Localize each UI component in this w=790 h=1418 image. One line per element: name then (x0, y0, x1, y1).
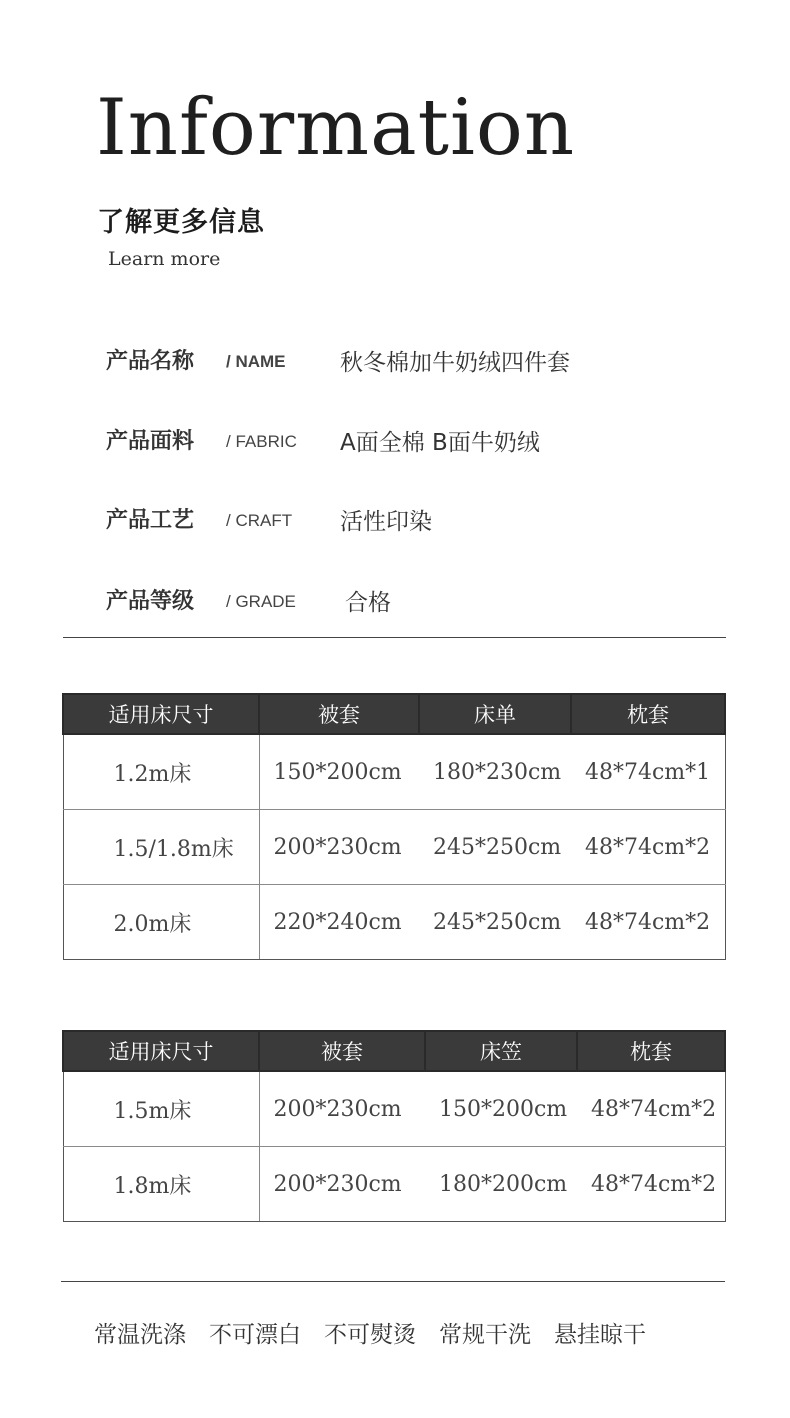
table-cell: 220*240cm (259, 885, 419, 960)
table-header-cell: 枕套 (571, 694, 725, 734)
info-label-en: / FABRIC (226, 432, 297, 451)
table-cell: 48*74cm*1 (571, 734, 725, 810)
page-title: Information (96, 83, 576, 173)
table-cell: 200*230cm (259, 810, 419, 885)
table-cell: 245*250cm (419, 885, 571, 960)
care-instructions (94, 1316, 669, 1349)
table-cell: 1.8m床 (63, 1147, 259, 1222)
info-label: 产品面料 (106, 429, 195, 454)
table-cell: 200*230cm (259, 1071, 425, 1147)
table-cell: 200*230cm (259, 1147, 425, 1222)
section-title: 了解更多信息 (97, 207, 265, 238)
info-value: 活性印染 (340, 509, 432, 535)
size-table-sheet (62, 693, 726, 960)
info-row-craft (0, 499, 790, 539)
info-label: 产品名称 (106, 349, 195, 374)
divider (63, 637, 726, 638)
table-header-cell: 适用床尺寸 (63, 694, 259, 734)
care-item: 不可熨烫 (324, 1322, 416, 1348)
info-label-en: / NAME (226, 352, 286, 371)
info-value: 合格 (345, 590, 391, 616)
table-row (63, 1071, 725, 1147)
table-cell: 180*200cm (425, 1147, 577, 1222)
table-cell: 48*74cm*2 (571, 810, 725, 885)
care-item: 常规干洗 (439, 1322, 531, 1348)
table-row (63, 810, 725, 885)
table-row (63, 885, 725, 960)
info-value: 秋冬棉加牛奶绒四件套 (340, 350, 570, 376)
care-item: 常温洗涤 (94, 1322, 186, 1348)
info-value: A面全棉 B面牛奶绒 (340, 430, 540, 456)
table-cell: 245*250cm (419, 810, 571, 885)
table-cell: 48*74cm*2 (577, 1147, 725, 1222)
table-cell: 48*74cm*2 (577, 1071, 725, 1147)
info-row-fabric (0, 420, 790, 460)
care-item: 悬挂晾干 (554, 1322, 646, 1348)
table-cell: 2.0m床 (63, 885, 259, 960)
table-row (63, 1147, 725, 1222)
table-cell: 180*230cm (419, 734, 571, 810)
table-header-cell: 床笠 (425, 1031, 577, 1071)
care-item: 不可漂白 (209, 1322, 301, 1348)
divider (61, 1281, 725, 1282)
info-row-name (0, 340, 790, 380)
info-label-en: / CRAFT (226, 511, 293, 530)
table-row (63, 734, 725, 810)
table-header-cell: 适用床尺寸 (63, 1031, 259, 1071)
table-header-cell: 枕套 (577, 1031, 725, 1071)
table-cell: 1.2m床 (63, 734, 259, 810)
size-table-fitted (62, 1030, 726, 1222)
table-header-cell: 被套 (259, 694, 419, 734)
info-label-en: / GRADE (226, 592, 296, 611)
info-label: 产品等级 (106, 589, 195, 614)
table-cell: 1.5/1.8m床 (63, 810, 259, 885)
table-header-cell: 被套 (259, 1031, 425, 1071)
section-subtitle: Learn more (108, 248, 221, 270)
info-label: 产品工艺 (106, 508, 195, 533)
info-row-grade (0, 580, 790, 620)
table-cell: 1.5m床 (63, 1071, 259, 1147)
table-cell: 48*74cm*2 (571, 885, 725, 960)
table-cell: 150*200cm (425, 1071, 577, 1147)
table-cell: 150*200cm (259, 734, 419, 810)
table-header (63, 1031, 725, 1071)
table-header-cell: 床单 (419, 694, 571, 734)
table-header (63, 694, 725, 734)
